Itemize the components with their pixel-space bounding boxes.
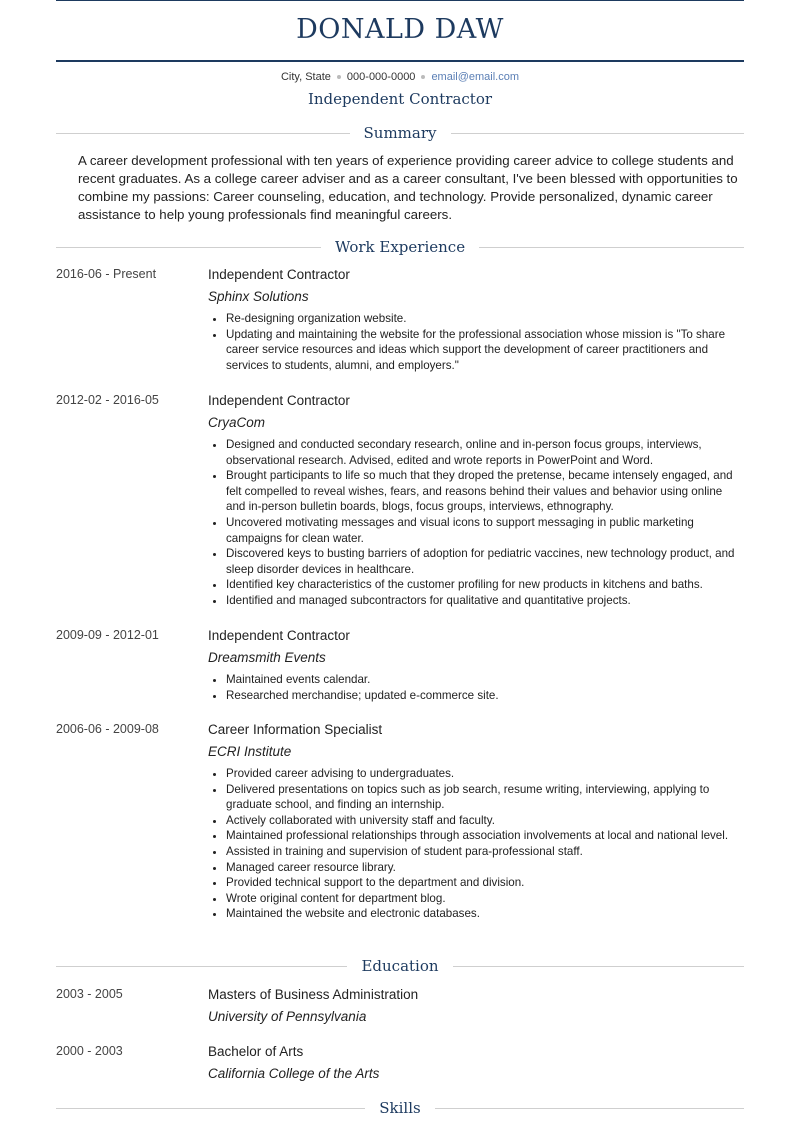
- list-item: • Maintained events calendar.: [226, 672, 744, 688]
- section-title: Education: [361, 957, 439, 975]
- list-item: • Provided technical support to the department and division.: [226, 875, 744, 891]
- top-rule: [56, 0, 744, 1]
- list-item: • Discovered keys to busting barriers of adoption for pediatric vaccines, new technology product, and sleep disorder devices in healthcare.: [226, 546, 744, 577]
- section-work: [56, 236, 744, 258]
- list-item: • Assisted in training and supervision of student para-professional staff.: [226, 844, 744, 860]
- list-item: • Maintained the website and electronic databases.: [226, 906, 744, 922]
- entry-date: 2009-09 - 2012-01: [56, 628, 159, 642]
- bullet-list: [208, 437, 744, 609]
- list-item: • Wrote original content for department blog.: [226, 891, 744, 907]
- divider: [56, 966, 347, 967]
- list-item: • Uncovered motivating messages and visual icons to support messaging in public marketing campaigns for clean water.: [226, 515, 744, 546]
- entry-date: 2016-06 - Present: [56, 267, 157, 281]
- section-title: Work Experience: [334, 238, 466, 256]
- company-name: Sphinx Solutions: [208, 289, 309, 304]
- list-item: • Provided career advising to undergraduates.: [226, 766, 744, 782]
- summary-text: A career development professional with ten years of experience providing career advice to college students and recent graduates. As a college career adviser and as a career consultant, I've been blessed with opportunities to combine my passions: Career counseling, education, and technology. Provide personalized, dynamic career assistance to help young professionals find meaningful careers.: [78, 153, 738, 222]
- section-skills: [56, 1097, 744, 1119]
- email-link[interactable]: email@email.com: [431, 71, 520, 83]
- contact-line: [56, 71, 744, 83]
- list-item: • Actively collaborated with university staff and faculty.: [226, 813, 744, 829]
- divider: [451, 133, 745, 134]
- bullet-list: [208, 766, 744, 922]
- list-item: • Managed career resource library.: [226, 860, 744, 876]
- section-title: Skills: [379, 1099, 421, 1117]
- job-title: Independent Contractor: [208, 628, 350, 643]
- list-item: • Designed and conducted secondary research, online and in-person focus groups, interviews, observational research. Advised, edited and wrote reports in PowerPoint and Word.: [226, 437, 744, 468]
- divider: [56, 247, 321, 248]
- bullet-list: [208, 672, 744, 703]
- separator-dot: [421, 75, 425, 79]
- job-title: Career Information Specialist: [208, 722, 383, 737]
- separator-dot: [337, 75, 341, 79]
- divider: [56, 133, 350, 134]
- list-item: • Identified and managed subcontractors for qualitative and quantitative projects.: [226, 593, 744, 609]
- entry-date: 2006-06 - 2009-08: [56, 722, 159, 736]
- company-name: ECRI Institute: [208, 744, 292, 759]
- candidate-name: DONALD DAW: [296, 14, 504, 45]
- degree-title: Bachelor of Arts: [208, 1044, 304, 1059]
- company-name: CryaCom: [208, 415, 266, 430]
- divider: [453, 966, 744, 967]
- divider: [479, 247, 744, 248]
- list-item: • Brought participants to life so much that they droped the pretense, became intensely engaged, and felt compelled to reveal wishes, fears, and reasons behind their values and behavior using online and in-person bulletin boards, blogs, focus groups, interviews, ethnography.: [226, 468, 744, 515]
- job-title: Independent Contractor: [208, 267, 350, 282]
- degree-title: Masters of Business Administration: [208, 987, 419, 1002]
- phone: 000-000-0000: [346, 71, 416, 83]
- list-item: • Maintained professional relationships through association involvements at local and national level.: [226, 828, 744, 844]
- entry-date: 2000 - 2003: [56, 1044, 123, 1058]
- company-name: Dreamsmith Events: [208, 650, 326, 665]
- list-item: • Updating and maintaining the website for the professional association whose mission is "To share career service resources and ideas which support the development of career practitioners and services to students, alumni, and employers.": [226, 327, 744, 374]
- list-item: • Re-designing organization website.: [226, 311, 744, 327]
- job-title: Independent Contractor: [208, 393, 350, 408]
- section-education: [56, 955, 744, 977]
- headline: Independent Contractor: [307, 90, 493, 108]
- divider: [435, 1108, 744, 1109]
- list-item: • Delivered presentations on topics such as job search, resume writing, interviewing, applying to graduate school, and finding an internship.: [226, 782, 744, 813]
- entry-date: 2012-02 - 2016-05: [56, 393, 159, 407]
- school-name: University of Pennsylvania: [208, 1009, 367, 1024]
- list-item: • Researched merchandise; updated e-commerce site.: [226, 688, 744, 704]
- section-summary: [56, 122, 744, 144]
- location: City, State: [280, 71, 331, 83]
- name-underline: [56, 60, 744, 62]
- school-name: California College of the Arts: [208, 1066, 380, 1081]
- section-title: Summary: [363, 124, 437, 142]
- list-item: • Identified key characteristics of the customer profiling for new products in kitchens and baths.: [226, 577, 744, 593]
- bullet-list: [208, 311, 744, 373]
- entry-date: 2003 - 2005: [56, 987, 123, 1001]
- divider: [56, 1108, 365, 1109]
